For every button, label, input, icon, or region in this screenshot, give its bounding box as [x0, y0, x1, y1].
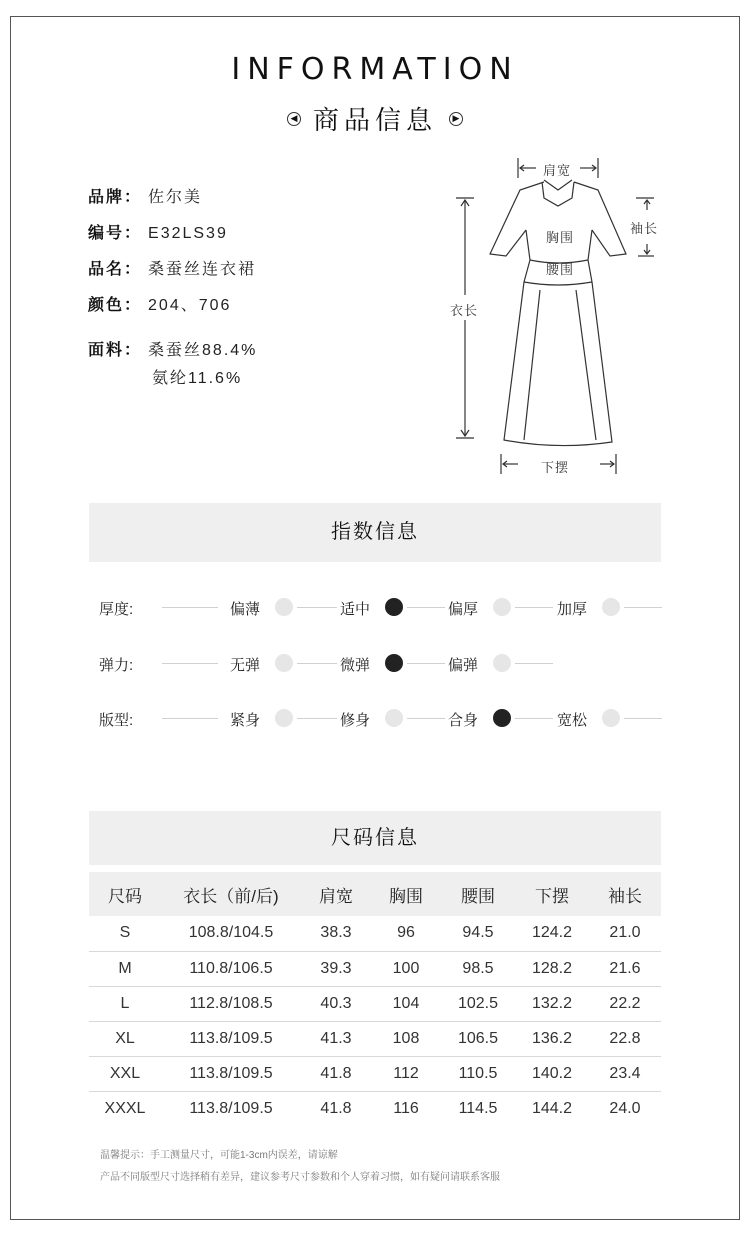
thickness-option-thick: 偏厚: [448, 601, 479, 618]
elasticity-option-none: 无弹: [230, 657, 261, 674]
thickness-dot-medium: [385, 598, 403, 616]
cell-sleeve: 21.6: [589, 951, 661, 986]
elasticity-divider: [162, 663, 218, 664]
hem-label: 下摆: [541, 461, 570, 476]
header-length: 衣长（前/后): [161, 872, 301, 916]
cell-hem: 132.2: [515, 986, 589, 1021]
elasticity-dot-none: [275, 654, 293, 672]
header-size: 尺码: [89, 872, 161, 916]
name-row: [88, 256, 256, 279]
fit-option-loose: 宽松: [557, 712, 588, 729]
fit-option-tight: 紧身: [230, 712, 261, 729]
cell-sleeve: 23.4: [589, 1056, 661, 1091]
cell-length: 113.8/109.5: [189, 1099, 273, 1117]
header-shoulder: 肩宽: [301, 872, 371, 916]
waist-label: 腰围: [546, 263, 575, 278]
color-value: 204、706: [148, 297, 232, 314]
code-label: 编号：: [88, 225, 143, 242]
size-table: [89, 872, 661, 1126]
fit-option-slim: 修身: [340, 712, 371, 729]
cell-length: 112.8/108.5: [161, 986, 301, 1021]
fit-label: 版型:: [99, 712, 134, 729]
table-row: [89, 986, 661, 1021]
cell-waist: 94.5: [441, 916, 515, 951]
fit-dot-slim: [385, 709, 403, 727]
cell-size: M: [89, 951, 161, 986]
thickness-option-thin: 偏薄: [230, 601, 261, 618]
title-english: INFORMATION: [231, 52, 519, 87]
color-row: [88, 292, 231, 315]
elasticity-divider: [407, 663, 445, 664]
thickness-divider: [515, 607, 553, 608]
cell-size: XL: [89, 1021, 161, 1056]
thickness-dot-extra-thick: [602, 598, 620, 616]
table-row: [89, 1021, 661, 1056]
thickness-divider: [624, 607, 662, 608]
brand-value: 佐尔美: [148, 189, 203, 206]
elasticity-option-stretchy: 偏弹: [448, 657, 479, 674]
cell-shoulder: 40.3: [301, 986, 371, 1021]
fabric-row: [88, 337, 257, 360]
thickness-option-extra-thick: 加厚: [557, 601, 588, 618]
cell-size: XXXL: [104, 1099, 146, 1117]
sleeve-label: 袖长: [630, 222, 659, 237]
chest-label: 胸围: [546, 231, 575, 246]
cell-hem: 144.2: [531, 1099, 573, 1117]
fabric-label: 面料：: [88, 342, 143, 359]
thickness-label: 厚度:: [99, 601, 134, 618]
brand-label: 品牌：: [88, 189, 143, 206]
cell-length: 113.8/109.5: [161, 1056, 301, 1091]
cell-hem: 140.2: [515, 1056, 589, 1091]
cell-size: S: [89, 916, 161, 951]
cell-length: 113.8/109.5: [161, 1021, 301, 1056]
code-value: E32LS39: [148, 225, 228, 242]
dress-outline-icon: [440, 150, 680, 490]
cell-waist: 106.5: [441, 1021, 515, 1056]
cell-hem: 124.2: [515, 916, 589, 951]
cell-shoulder: 38.3: [301, 916, 371, 951]
table-row: [89, 1056, 661, 1091]
fit-divider: [624, 718, 662, 719]
fit-dot-regular: [493, 709, 511, 727]
cell-chest: 96: [371, 916, 441, 951]
thickness-dot-thick: [493, 598, 511, 616]
cell-hem: 128.2: [515, 951, 589, 986]
table-row: [89, 916, 661, 951]
name-label: 品名：: [88, 261, 143, 278]
length-label: 衣长: [450, 304, 479, 319]
cell-chest: 112: [371, 1056, 441, 1091]
cell-sleeve: 24.0: [609, 1099, 641, 1117]
cell-chest: 100: [371, 951, 441, 986]
code-row: [88, 220, 228, 243]
cell-shoulder: 41.8: [301, 1056, 371, 1091]
fit-divider: [407, 718, 445, 719]
header-hem: 下摆: [515, 872, 589, 916]
cell-sleeve: 21.0: [589, 916, 661, 951]
fit-divider: [297, 718, 337, 719]
thickness-divider: [297, 607, 337, 608]
cell-waist: 102.5: [441, 986, 515, 1021]
header-waist: 腰围: [441, 872, 515, 916]
fit-divider: [515, 718, 553, 719]
cell-size: L: [89, 986, 161, 1021]
cell-sleeve: 22.2: [589, 986, 661, 1021]
table-row: [89, 951, 661, 986]
fit-divider: [162, 718, 218, 719]
cell-chest: 116: [393, 1099, 419, 1117]
size-table-header: [89, 872, 661, 916]
elasticity-label: 弹力:: [99, 657, 134, 674]
table-row: [89, 1091, 661, 1126]
title-chinese-text: 商品信息: [312, 106, 437, 136]
color-label: 颜色：: [88, 297, 143, 314]
cell-shoulder: 39.3: [301, 951, 371, 986]
shoulder-label: 肩宽: [543, 164, 572, 179]
index-section-title: 指数信息: [89, 503, 661, 562]
thickness-divider: [162, 607, 218, 608]
left-arrow-icon: ◀: [287, 112, 301, 126]
thickness-dot-thin: [275, 598, 293, 616]
dress-diagram: [440, 150, 680, 490]
fit-dot-loose: [602, 709, 620, 727]
elasticity-dot-slight: [385, 654, 403, 672]
cell-waist: 110.5: [441, 1056, 515, 1091]
right-arrow-icon: ▶: [449, 112, 463, 126]
cell-waist: 114.5: [458, 1099, 498, 1117]
fit-dot-tight: [275, 709, 293, 727]
note-line-2: 产品不同版型尺寸选择稍有差异，建议参考尺寸参数和个人穿着习惯，如有疑问请联系客服: [100, 1172, 500, 1183]
note-line-1: 温馨提示：手工测量尺寸，可能1-3cm内误差，请谅解: [100, 1150, 338, 1161]
cell-chest: 108: [371, 1021, 441, 1056]
size-section-title: 尺码信息: [89, 811, 661, 865]
fit-option-regular: 合身: [448, 712, 479, 729]
header-sleeve: 袖长: [589, 872, 661, 916]
name-value: 桑蚕丝连衣裙: [148, 261, 257, 278]
header-chest: 胸围: [371, 872, 441, 916]
title-chinese: [0, 100, 750, 137]
cell-chest: 104: [371, 986, 441, 1021]
brand-row: [88, 184, 202, 207]
elasticity-divider: [297, 663, 337, 664]
thickness-divider: [407, 607, 445, 608]
thickness-option-medium: 适中: [340, 601, 371, 618]
cell-waist: 98.5: [441, 951, 515, 986]
elasticity-option-slight: 微弹: [340, 657, 371, 674]
cell-length: 110.8/106.5: [161, 951, 301, 986]
cell-size: XXL: [89, 1056, 161, 1091]
elasticity-dot-stretchy: [493, 654, 511, 672]
cell-shoulder: 41.3: [301, 1021, 371, 1056]
elasticity-divider: [515, 663, 553, 664]
fabric-value-1: 桑蚕丝88.4%: [148, 342, 258, 359]
cell-hem: 136.2: [515, 1021, 589, 1056]
cell-sleeve: 22.8: [589, 1021, 661, 1056]
cell-shoulder: 41.8: [320, 1099, 352, 1117]
cell-length: 108.8/104.5: [161, 916, 301, 951]
fabric-value-2: 氨纶11.6%: [152, 370, 243, 387]
